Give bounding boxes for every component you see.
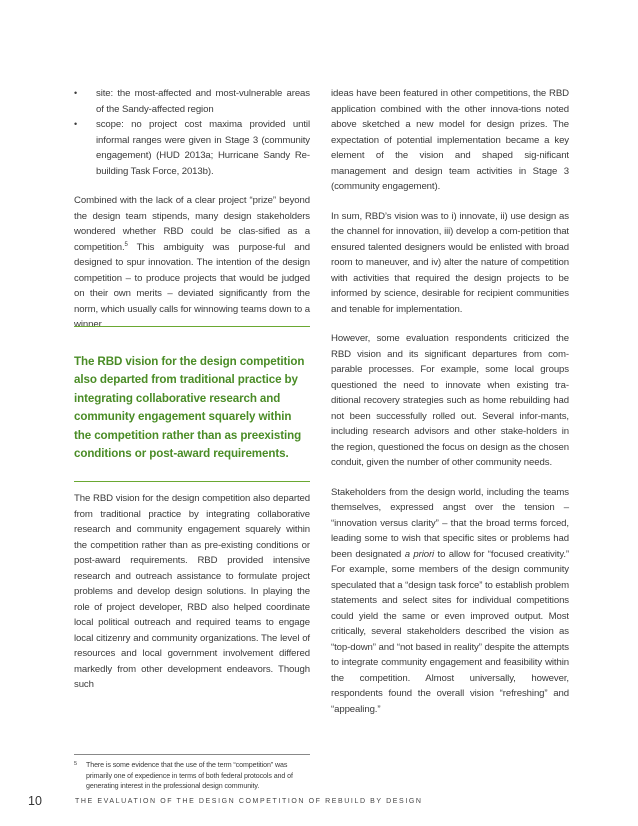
page-number: 10	[28, 794, 42, 808]
bullet-item-scope: • scope: no project cost maxima provided until informal ranges were given in Stage 3 (community engagement) (HUD 2013a; Hurricane Sandy Re-building Task Force, 2013b).	[74, 117, 310, 179]
pull-quote	[74, 326, 310, 482]
paragraph-new-model: ideas have been featured in other competitions, the RBD application combined with the other innova-tions noted above sketched a new model for design prizes. The expectation of potential implementation became a key element of the vision and shaped sig-nificant management and design team activities in Stage 3 (community engagement).	[331, 88, 569, 192]
footnote-number: 5	[74, 761, 77, 767]
paragraph-in-sum: In sum, RBD’s vision was to i) innovate, ii) use design as the channel for innovation, iii) develop a com-petition that ensured talented designers would be enlisted with broad room to maneuver, and iv) alter the nature of competition with activities that required the design projects to be informed by science, desirable for recipient communities and tenable for implementation.	[331, 210, 569, 315]
bullet-list	[74, 86, 310, 179]
paragraph-criticism: However, some evaluation respondents criticized the RBD vision and its significant departures from com-parable processes. For example, some local groups questioned the need to innovate when existing tra-ditional recovery strategies such as home rebuilding had not been successfully rolled out. Several infor-mants, including research advisors and other stake-holders in the region, questioned the focus on design as the chosen conduit, given the number of other community needs.	[331, 333, 569, 468]
pull-quote-text: The RBD vision for the design competition also departed from traditional practice by integrating collaborative research and community engagement squarely within the competition rather than as preexisting conditions or post-award requirements.	[74, 355, 305, 461]
left-column-lower	[74, 491, 310, 693]
left-column	[74, 86, 310, 347]
paragraph-rbd-vision: The RBD vision for the design competition also departed from traditional practice by integrating collaborative research and community engagement squarely within the competition rather than as pre-existing conditions or post-award requirements. RBD provided intensive research and outreach assistance to formulate project problems and develop design solutions. In playing the role of project developer, RBD also helped coordinate local political outreach and required teams to engage local citizenry and community organizations. The level of resources and local government involvement differed markedly from other development endeavors. Though such	[74, 493, 310, 690]
footnote	[74, 754, 310, 792]
bullet-item-site: • site: the most-affected and most-vulnerable areas of the Sandy-affected region	[74, 86, 310, 117]
paragraph-competition-ambiguity: Combined with the lack of a clear project “prize” beyond the design team stipends, many design stakeholders wondered whether RBD could be clas-sified as a competition.$^5$ This ambiguity was purpose-ful and designed to spur innovation. The intention of the design competition – to produce projects that would be judged on their own merits – deviated significantly from the norm, which usually calls for winnowing teams down to a winner.	[74, 195, 310, 330]
running-title: THE EVALUATION OF THE DESIGN COMPETITION OF REBUILD BY DESIGN	[75, 798, 423, 805]
paragraph-stakeholders: Stakeholders from the design world, including the teams themselves, expressed angst over the tension – “innovation versus clarity” – that the broad terms forced, leading some to wish that specific sites or problems had been designated a priori to allow for “focused creativity.” For example, some members of the design community speculated that a “design task force” to establish problem statements and select sites for individual competitions could yield the same or even improved output. Most critically, several stakeholders described the vision as “top-down” and “not based in reality” despite the attempts to integrate community engagement and feasibility within the competition. Almost universally, however, respondents found the overall vision “refreshing” and “appealing.”	[331, 486, 569, 715]
footnote-reference[interactable]: 5	[124, 241, 128, 248]
right-column	[331, 86, 569, 717]
footnote-text: 5 There is some evidence that the use of the term “competition” was primarily one of expedience in terms of both federal protocols and of generating interest in the professional design community.	[74, 761, 293, 791]
